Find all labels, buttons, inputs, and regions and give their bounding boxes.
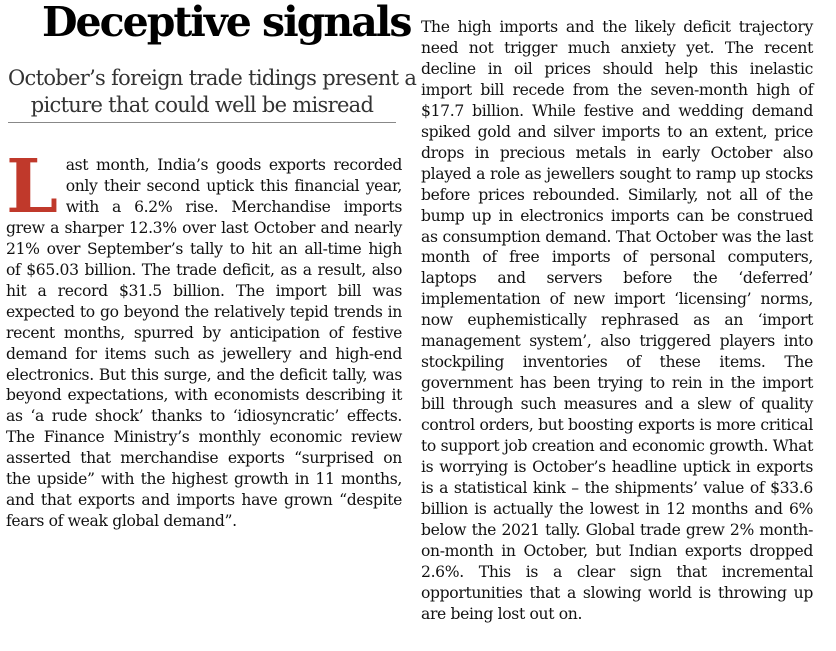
standfirst-line-2: picture that could well be misread (30, 93, 374, 117)
standfirst-line-1: October’s foreign trade tidings present a (8, 66, 417, 90)
paragraph-1-text: ast month, India’s goods exports recorded only their second uptick this financial year, with a 6.2% rise. Merchandise imports grew a sharper 12.3% over last October and nearly 21% over September’s tally to hit an all-time high of $65.03 billion. The trade deficit, as a result, also hit a record $31.5 billion. The import bill was expected to go beyond the relatively tepid trends in recent months, spurred by anticipation of festive demand for items such as jewellery and high-end electronics. But this surge, and the deficit tally, was beyond expectations, with economists describing it as ‘a rude shock’ thanks to ‘idiosyncratic’ effects. The Finance Ministry’s monthly economic review asserted that merchandise exports “surprised on the upside” with the highest growth in 11 months, and that exports and imports have grown “despite fears of weak global demand”. (6, 156, 402, 531)
right-column (421, 17, 813, 625)
left-column (6, 0, 417, 532)
standfirst (8, 65, 417, 123)
drop-cap: L (6, 144, 58, 230)
article-paragraph-2: The high imports and the likely deficit trajectory need not trigger much anxiety yet. The recent decline in oil prices should help this inelastic import bill recede from the seven-month high of $17.7 billion. While festive and wedding demand spiked gold and silver imports to an extent, price drops in precious metals in early October also played a role as jewellers sought to ramp up stocks before prices rebounded. Similarly, not all of the bump up in electronics imports can be construed as consumption demand. That October was the last month of free imports of personal computers, laptops and servers before the ‘deferred’ implementation of new import ‘licensing’ norms, now euphemistically rephrased as an ‘import management system’, also triggered players into stockpiling inventories of these items. The government has been trying to rein in the import bill through such measures and a slew of quality control orders, but boosting exports is more critical to support job creation and economic growth. What is worrying is October’s headline uptick in exports is a statistical kink – the shipments’ value of $33.6 billion is actually the lowest in 12 months and 6% below the 2021 tally. Global trade grew 2% month-on-month in October, but Indian exports dropped 2.6%. This is a clear sign that incremental opportunities that a slowing world is throwing up are being lost out on. (421, 18, 813, 623)
article-paragraph-1 (6, 144, 402, 532)
headline: Deceptive signals (42, 0, 411, 46)
